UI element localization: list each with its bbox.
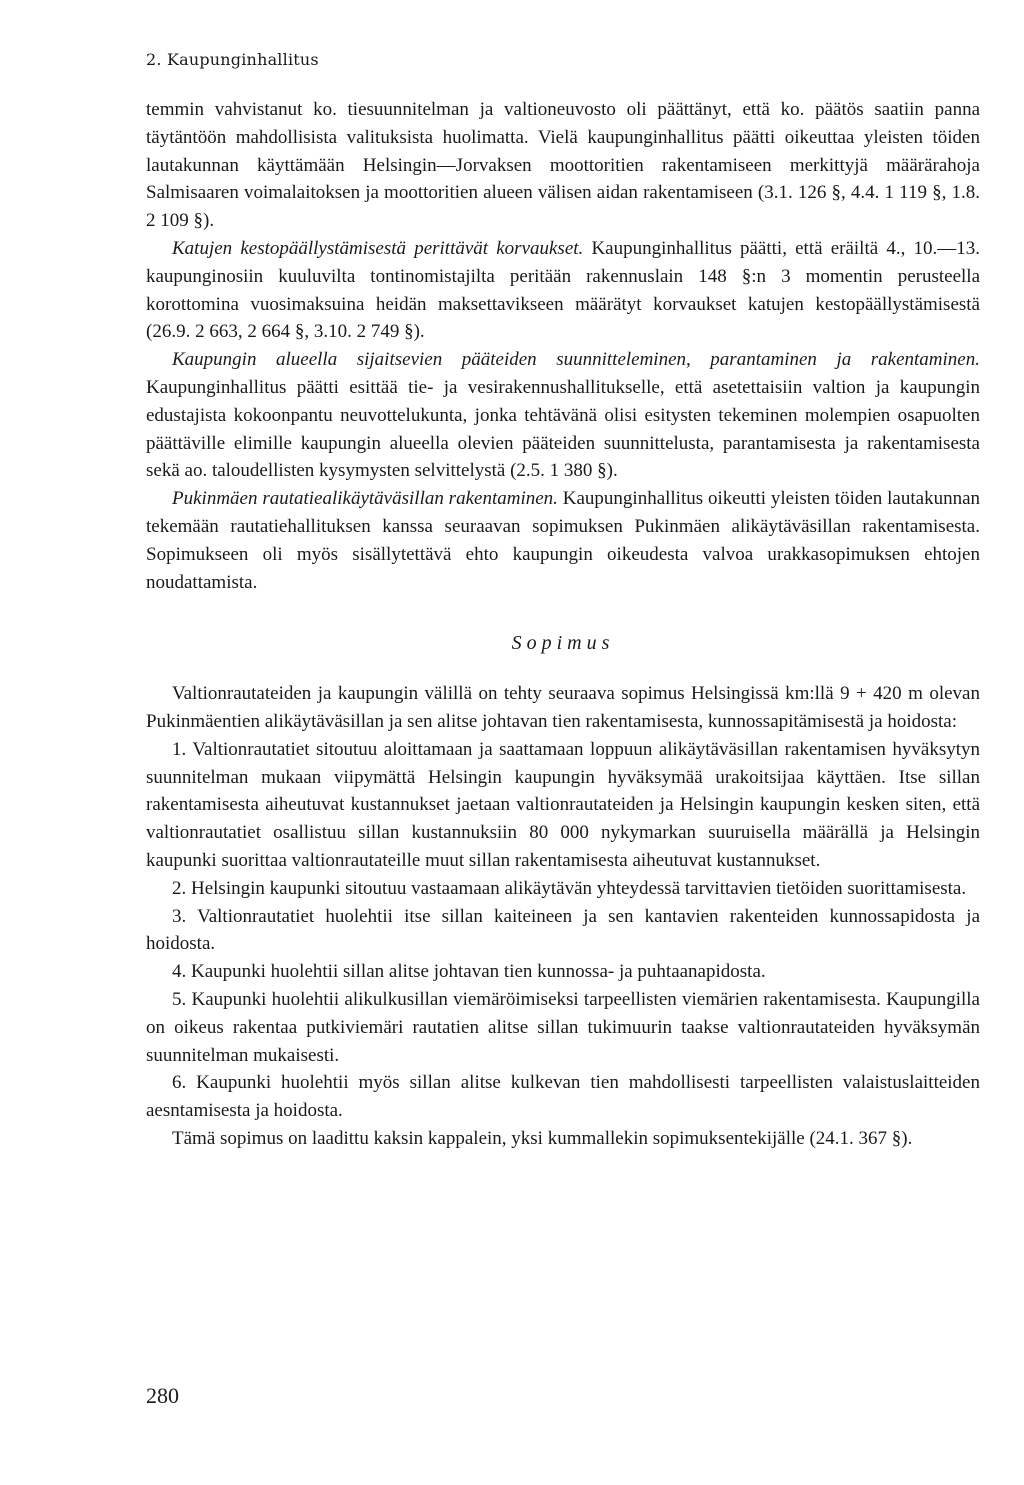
- agreement-item-6: 6. Kaupunki huolehtii myös sillan alitse kulkevan tien mahdollisesti tarpeellisten valaistuslaitteiden aesntamisesta ja hoidosta.: [146, 1072, 980, 1122]
- paragraph-continuation: temmin vahvistanut ko. tiesuunnitelman ja valtioneuvosto oli päättänyt, että ko. päätös saatiin panna täytäntöön mahdollisista valituksista huolimatta. Vielä kaupunginhallitus päätti oikeuttaa yleisten töiden lautakunnan käyttämään Helsingin—Jorvaksen moottoritien rakentamiseen merkittyjä määrärahoja Salmisaaren voimalaitoksen ja moottoritien alueen välisen aidan rakentamiseen (3.1. 126 §, 4.4. 1 119 §, 1.8. 2 109 §).: [146, 99, 980, 232]
- agreement-item-3: 3. Valtionrautatiet huolehtii itse sillan kaiteineen ja sen kantavien rakenteiden kunnossapidosta ja hoidosta.: [146, 905, 980, 955]
- agreement-item-5: 5. Kaupunki huolehtii alikulkusillan viemäröimiseksi tarpeellisten viemärien rakentamisesta. Kaupungilla on oikeus rakentaa putkiviemäri rautatien alitse sillan tukimuurin taakse valtionrautateiden hyväksymän suunnitelman mukaisesti.: [146, 988, 980, 1066]
- body-text: [146, 96, 980, 1153]
- agreement-item-4: 4. Kaupunki huolehtii sillan alitse johtavan tien kunnossa- ja puhtaanapidosta.: [172, 961, 766, 983]
- paragraph-heading: Kaupungin alueella sijaitsevien pääteiden suunnitteleminen, parantaminen ja rakentaminen.: [172, 349, 980, 371]
- paragraph-text: Kaupunginhallitus päätti esittää tie- ja vesirakennushallitukselle, että asetettaisiin valtion ja kaupungin edustajista kokoonpantu neuvottelukunta, jonka tehtävänä olisi esitysten tekeminen molempien osapuolten päättäville elimille kaupungin alueella olevien pääteiden suunnittelusta, parantamisesta ja rakentamisesta sekä ao. taloudellisten kysymysten selvittelystä (2.5. 1 380 §).: [146, 376, 980, 482]
- agreement-item-2: 2. Helsingin kaupunki sitoutuu vastaamaan alikäytävän yhteydessä tarvittavien tietöiden suorittamisesta.: [172, 877, 967, 899]
- running-head: 2. Kaupunginhallitus: [146, 50, 319, 69]
- paragraph-text: Kaupunginhallitus oikeutti yleisten töiden lautakunnan tekemään rautatiehallituksen kanssa seuraavan sopimuksen Pukinmäen alikäytäväsillan rakentamisesta. Sopimukseen oli myös sisällytettävä ehto kaupungin oikeudesta valvoa urakkasopimuksen ehtojen noudattamista.: [146, 488, 980, 593]
- section-title: Sopimus: [511, 632, 615, 655]
- agreement-intro: Valtionrautateiden ja kaupungin välillä on tehty seuraava sopimus Helsingissä km:llä 9 + 420 m olevan Pukinmäentien alikäytäväsillan ja sen alitse johtavan tien rakentamisesta, kunnossapitämisestä ja hoidosta:: [146, 683, 980, 732]
- agreement-item-1: 1. Valtionrautatiet sitoutuu aloittamaan ja saattamaan loppuun alikäytäväsillan rakentamisen hyväksytyn suunnitelman mukaan viipymättä Helsingin kaupungin hyväksymää urakoitsijaa käyttäen. Itse sillan rakentamisesta aiheutuvat kustannukset jaetaan valtionrautateiden ja Helsingin kaupungin kesken siten, että valtionrautatiet osallistuu sillan kustannuksiin 80 000 nykymarkan suuruisella määrällä ja Helsingin kaupunki suorittaa valtionrautateille muut sillan rakentamisesta aiheutuvat kustannukset.: [146, 738, 980, 871]
- paragraph-text: Kaupunginhallitus päätti, että eräiltä 4., 10.—13. kaupunginosiin kuuluvilta tontinomistajilta peritään rakennuslain 148 §:n 3 momentin perusteella korottomina vuosimaksuina heidän maksettavikseen määrätyt korvaukset katujen kestopäällystämisestä (26.9. 2 663, 2 664 §, 3.10. 2 749 §).: [146, 237, 981, 343]
- page-number: 280: [146, 1383, 179, 1408]
- paragraph-heading: Katujen kestopäällystämisestä perittävät korvaukset.: [172, 237, 584, 259]
- agreement-closing: Tämä sopimus on laadittu kaksin kappalein, yksi kummallekin sopimuksentekijälle (24.1. 367 §).: [172, 1127, 913, 1149]
- paragraph-street-paving: [146, 235, 980, 346]
- paragraph-main-roads: [146, 346, 980, 485]
- paragraph-heading: Pukinmäen rautatiealikäytäväsillan rakentaminen.: [172, 488, 558, 510]
- paragraph-underpass: [146, 485, 980, 596]
